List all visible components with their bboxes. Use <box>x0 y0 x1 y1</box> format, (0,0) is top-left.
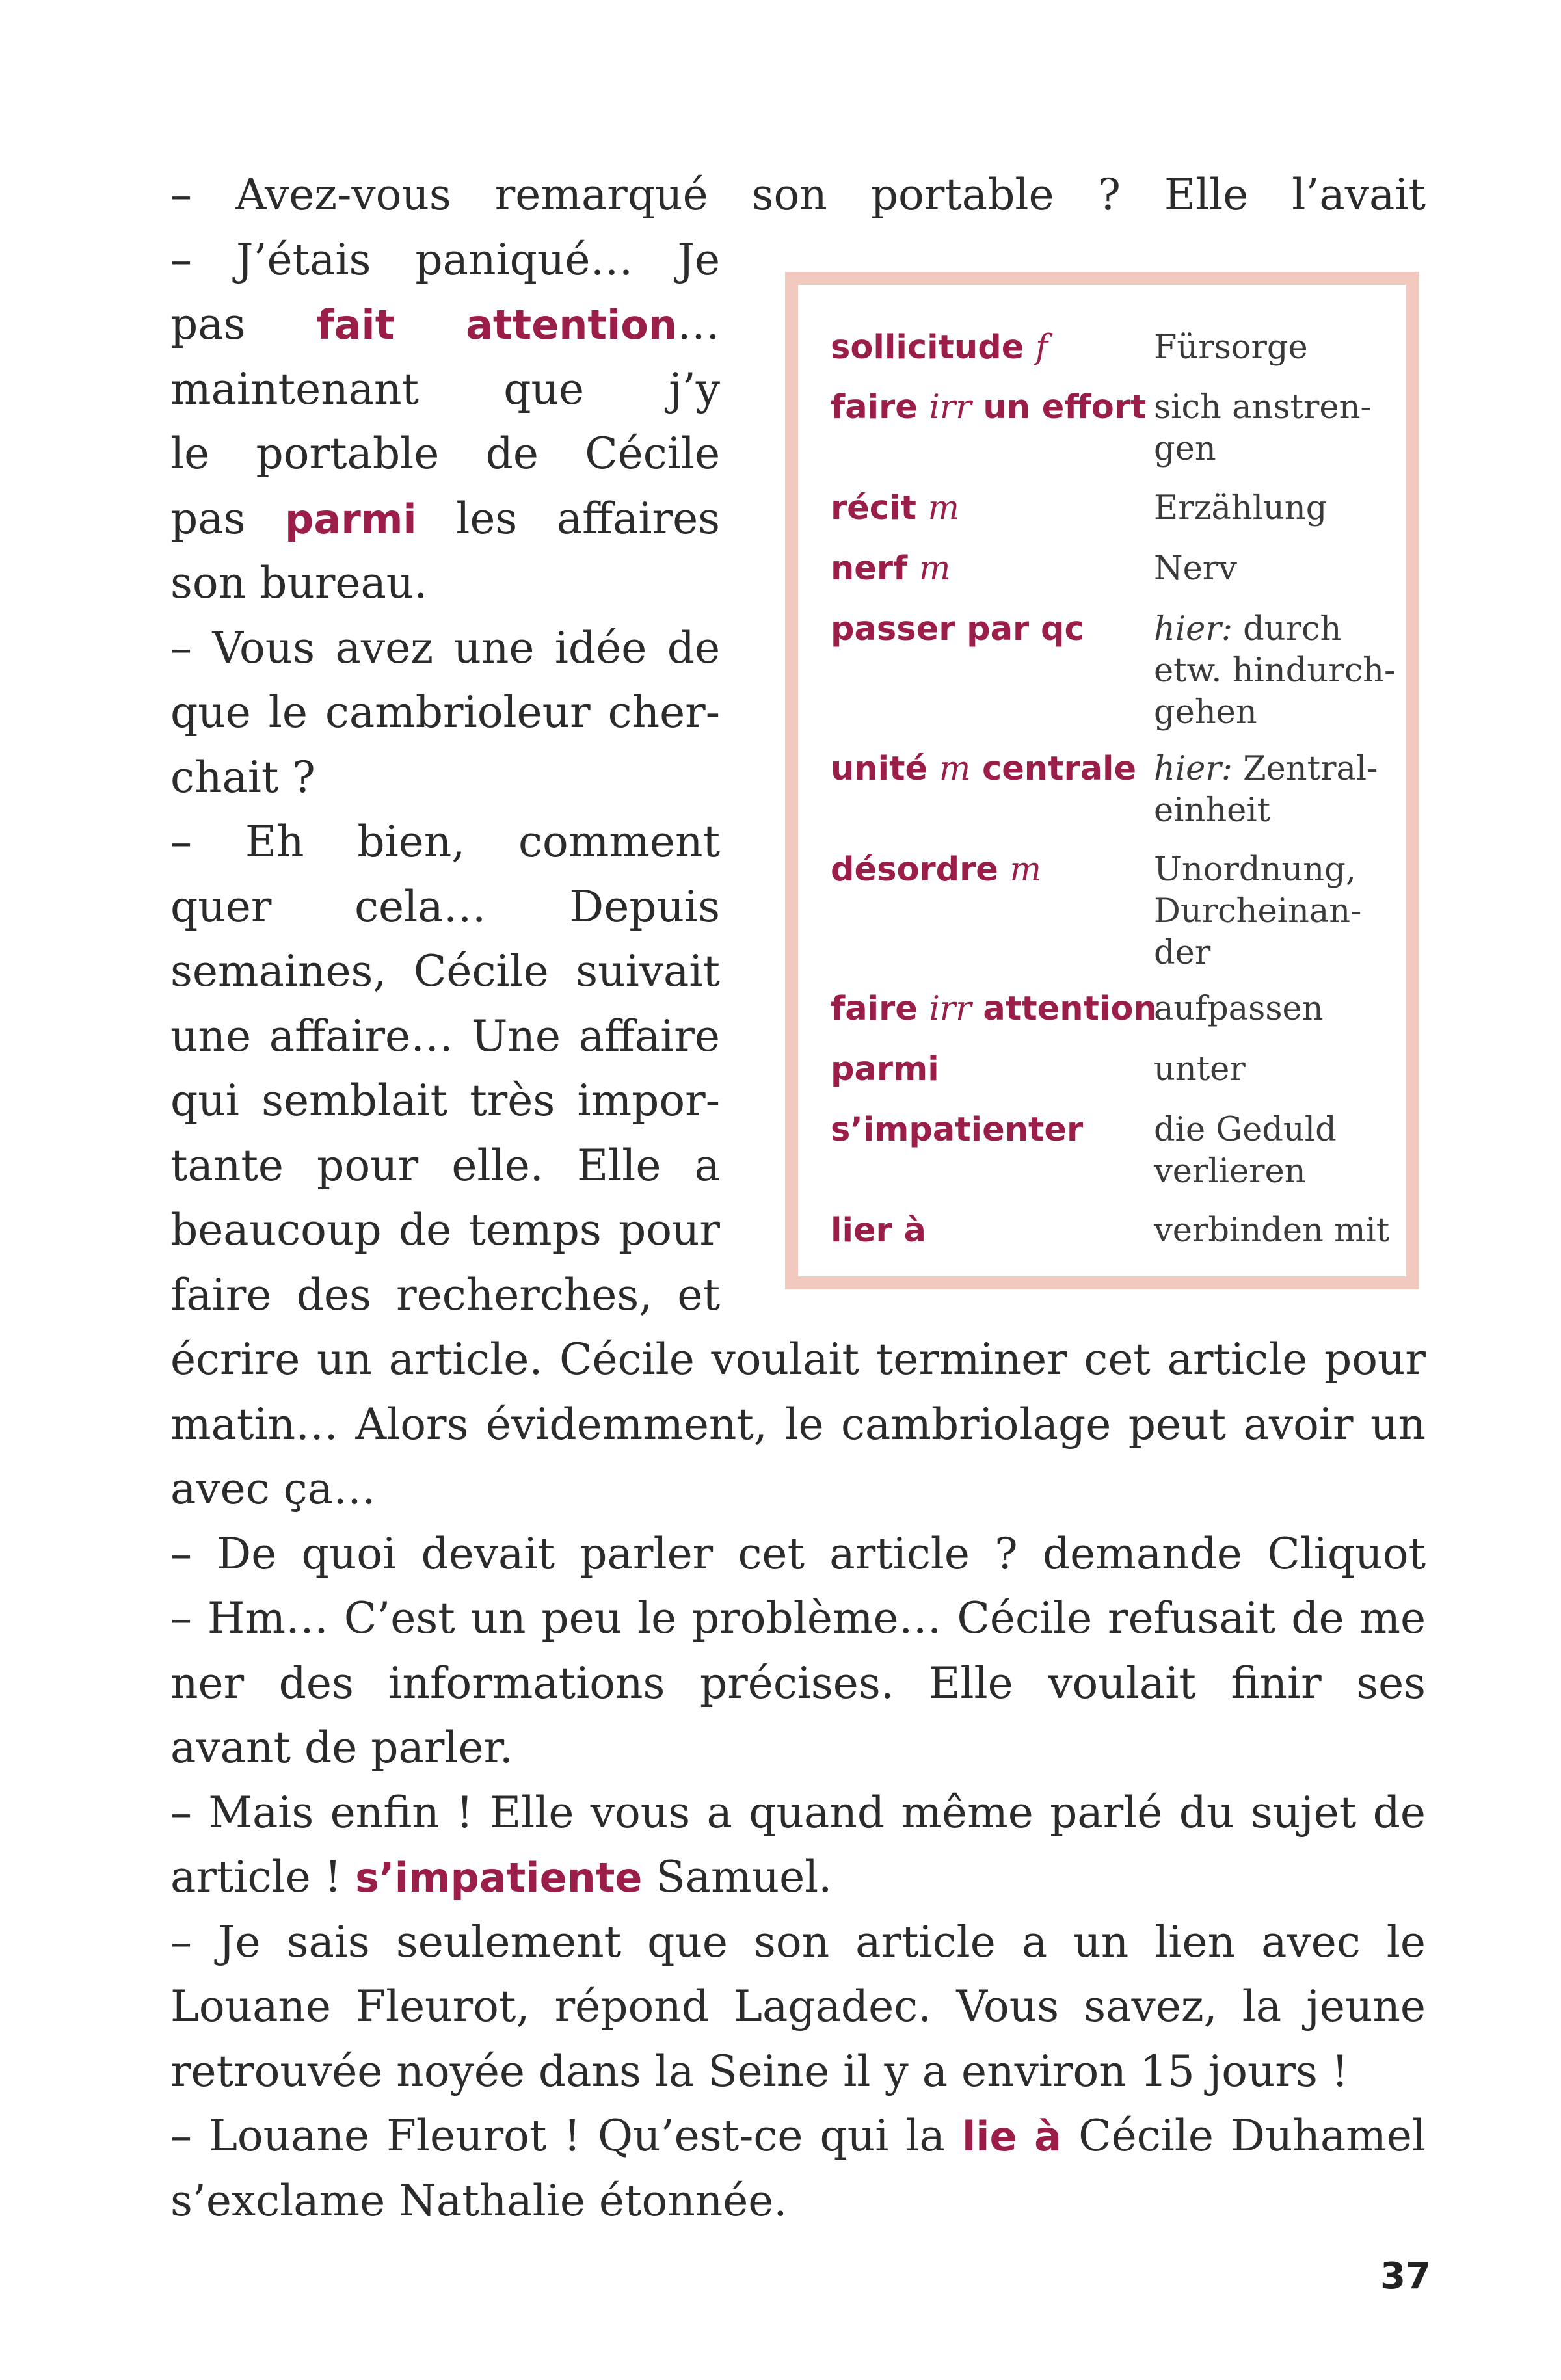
vocab-term: désordre m <box>831 851 1042 889</box>
text-line: chait ? <box>170 752 315 802</box>
vocab-definition: Fürsorge <box>1154 328 1308 367</box>
text-line: que le cambrioleur cher- <box>170 687 720 737</box>
vocab-term: faire irr attention <box>831 990 1157 1028</box>
text-line: – Je sais seulement que son article a un lien avec le <box>170 1916 1426 1967</box>
text-line: avant de parler. <box>170 1723 513 1773</box>
vocab-definition: unter <box>1154 1050 1246 1089</box>
text-line: le portable de Cécile <box>170 429 720 479</box>
text-line: quer cela… Depuis <box>170 881 720 932</box>
text-line: qui semblait très impor- <box>170 1076 720 1126</box>
text-line: – Eh bien, comment <box>170 817 720 867</box>
text-line: semaines, Cécile suivait <box>170 946 720 996</box>
text-line: – Vous avez une idée de <box>170 622 720 673</box>
vocab-term: parmi <box>831 1050 939 1089</box>
text-line: son bureau. <box>170 558 428 608</box>
vocab-definition: Unordnung, Durcheinan- der <box>1154 851 1362 972</box>
vocab-definition: die Geduld verlieren <box>1154 1111 1337 1191</box>
keyword-parmi: parmi <box>285 495 417 543</box>
vocab-term: unité m centrale <box>831 750 1137 788</box>
vocab-definition: verbinden mit <box>1154 1211 1390 1250</box>
text-line: pas parmi les affaires <box>170 493 720 544</box>
text-line: – De quoi devait parler cet article ? demande Cliquot <box>170 1528 1426 1579</box>
vocab-definition: hier: durch etw. hindurch- gehen <box>1154 610 1396 732</box>
text-line: article ! s’impatiente Samuel. <box>170 1852 833 1902</box>
text-line: ner des informations précises. Elle voulait finir ses <box>170 1658 1426 1708</box>
keyword-lie-a: lie à <box>961 2113 1062 2160</box>
vocab-term: récit m <box>831 489 959 527</box>
vocab-definition: aufpassen <box>1154 990 1324 1028</box>
vocab-term: faire irr un effort <box>831 388 1147 427</box>
vocab-definition: hier: Zentral- einheit <box>1154 750 1378 830</box>
text-line: s’exclame Nathalie étonnée. <box>170 2175 788 2226</box>
vocab-term: sollicitude f <box>831 328 1048 367</box>
vocab-definition: Erzählung <box>1154 489 1328 527</box>
keyword-s-impatiente: s’impatiente <box>355 1854 643 1901</box>
text-line: – Avez-vous remarqué son portable ? Elle l’avait <box>170 170 1426 220</box>
text-line: tante pour elle. Elle a <box>170 1140 720 1191</box>
text-line: une affaire… Une affaire <box>170 1011 720 1061</box>
vocab-term: s’impatienter <box>831 1111 1084 1149</box>
vocab-term: passer par qc <box>831 610 1084 648</box>
vocabulary-box <box>785 272 1419 1289</box>
vocab-term: lier à <box>831 1211 926 1250</box>
text-line: – Mais enfin ! Elle vous a quand même parlé du sujet de <box>170 1787 1426 1838</box>
vocab-definition: Nerv <box>1154 549 1237 588</box>
text-line: – Louane Fleurot ! Qu’est-ce qui la lie à Cécile Duhamel <box>170 2111 1426 2161</box>
text-line: beaucoup de temps pour <box>170 1205 720 1255</box>
text-line: faire des recherches, et <box>170 1269 720 1320</box>
vocab-term: nerf m <box>831 549 951 588</box>
text-line: – Hm… C’est un peu le problème… Cécile refusait de me <box>170 1593 1426 1643</box>
text-line: Louane Fleurot, répond Lagadec. Vous savez, la jeune <box>170 1981 1426 2031</box>
text-line: maintenant que j’y <box>170 364 720 414</box>
page-number: 37 <box>1380 2255 1431 2297</box>
text-line: – J’étais paniqué… Je <box>170 234 720 285</box>
text-line: retrouvée noyée dans la Seine il y a environ 15 jours ! <box>170 2046 1349 2096</box>
text-line: écrire un article. Cécile voulait terminer cet article pour <box>170 1334 1426 1384</box>
text-line: avec ça… <box>170 1464 376 1514</box>
text-line: pas fait attention… <box>170 299 720 349</box>
keyword-fait-attention: fait attention <box>316 301 677 349</box>
text-line: matin… Alors évidemment, le cambriolage peut avoir un <box>170 1399 1426 1449</box>
vocab-definition: sich anstren- gen <box>1154 388 1372 468</box>
